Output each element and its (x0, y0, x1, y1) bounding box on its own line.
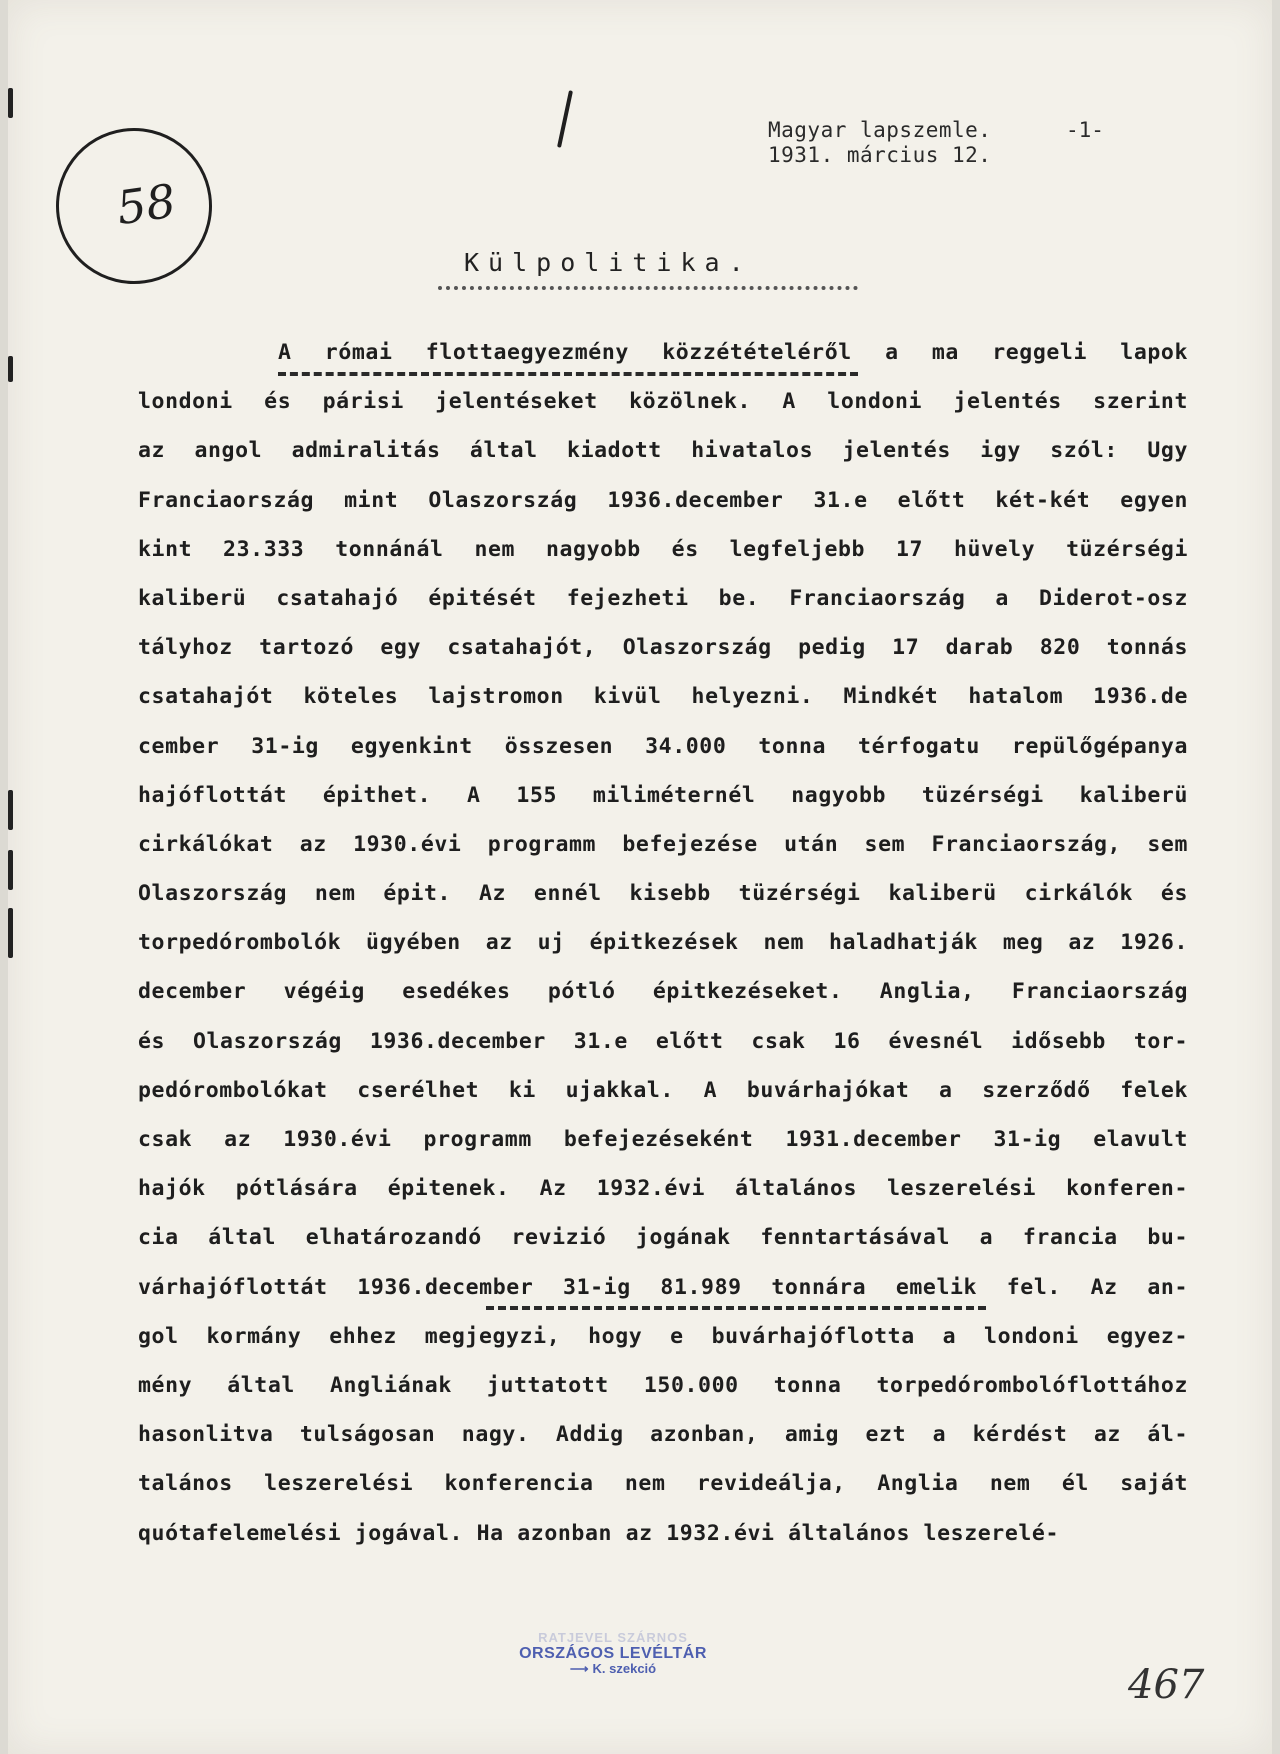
binding-mark (8, 908, 13, 958)
text-line: tályhoz tartozó egy csatahajót, Olaszország pedig 17 darab 820 tonnás (138, 635, 1188, 661)
text-line: A római flottaegyezmény közzétételéről a ma reggeli lapok (278, 340, 1188, 365)
stamp-section (508, 1661, 718, 1677)
folio-number: 58 (113, 173, 179, 236)
text-line: gol kormány ehhez megjegyzi, hogy e buvárhajóflotta a londoni egyez- (138, 1323, 1188, 1349)
text-line: hajók pótlására épitenek. Az 1932.évi általános leszerelési konferen- (138, 1176, 1188, 1202)
text-line: Franciaország mint Olaszország 1936.december 31.e előtt két-két egyen (138, 487, 1188, 513)
publication-date: 1931. március 12. (768, 143, 992, 167)
publication-name: Magyar lapszemle. (768, 118, 992, 142)
handwritten-slash-mark (557, 90, 573, 148)
title-underline (438, 286, 858, 290)
text-line: cia által elhatározandó revizió jogának fenntartásával a francia bu- (138, 1225, 1188, 1251)
text-line: cember 31-ig egyenkint összesen 34.000 tonna térfogatu repülőgépanya (138, 733, 1188, 759)
stamp-faint-text: RATJEVEL SZÁRNOS (538, 1630, 688, 1645)
body-text (138, 328, 1188, 1558)
binding-mark (8, 88, 13, 118)
stamp-arrow-icon: ⟶ (569, 1661, 589, 1676)
text-line: talános leszerelési konferencia nem revideálja, Anglia nem él saját (138, 1471, 1188, 1497)
text-line: pedórombolókat cserélhet ki ujakkal. A buvárhajókat a szerződő felek (138, 1077, 1188, 1103)
text-line: kaliberü csatahajó épitését fejezheti be. Franciaország a Diderot-osz (138, 585, 1188, 611)
text-line: várhajóflottát 1936.december 31-ig 81.989 tonnára emelik fel. Az an- (138, 1274, 1188, 1300)
handwritten-page-number: 467 (1128, 1662, 1205, 1708)
text-line: torpedórombolók ügyében az uj épitkezések nem haladhatják meg az 1926. (138, 930, 1188, 956)
binding-mark (8, 790, 13, 830)
text-line: csatahajót köteles lajstromon kivül helyezni. Mindkét hatalom 1936.de (138, 684, 1188, 710)
text-line: csak az 1930.évi programm befejezéseként 1931.december 31-ig elavult (138, 1127, 1188, 1152)
folio-circle (46, 118, 222, 294)
text-line: hasonlitva tulságosan nagy. Addig azonban, amig ezt a kérdést az ál- (138, 1422, 1188, 1448)
section-title: Külpolitika. (464, 248, 753, 277)
text-line: az angol admiralitás által kiadott hivatalos jelentés igy szól: Ugy (138, 438, 1188, 464)
document-sheet (8, 0, 1272, 1754)
text-line: londoni és párisi jelentéseket közölnek. A londoni jelentés szerint (138, 389, 1188, 415)
text-line: december végéig esedékes pótló épitkezéseket. Anglia, Franciaország (138, 979, 1188, 1005)
archive-stamp (508, 1630, 718, 1677)
stamp-section-label: K. szekció (592, 1661, 657, 1676)
stamp-archive-name: ORSZÁGOS LEVÉLTÁR (519, 1645, 707, 1662)
text-line: Olaszország nem épit. Az ennél kisebb tüzérségi kaliberü cirkálók és (138, 881, 1188, 907)
text-line: quótafelemelési jogával. Ha azonban az 1932.évi általános leszerelé- (138, 1520, 1059, 1546)
document-header (768, 118, 991, 168)
page-number: -1- (1066, 118, 1104, 142)
text-line: mény által Angliának juttatott 150.000 tonna torpedórombolóflottához (138, 1372, 1188, 1398)
text-line: cirkálókat az 1930.évi programm befejezése után sem Franciaország, sem (138, 831, 1188, 857)
text-line: kint 23.333 tonnánál nem nagyobb és legfeljebb 17 hüvely tüzérségi (138, 536, 1188, 562)
binding-mark (8, 850, 13, 890)
binding-mark (8, 356, 13, 382)
text-line: hajóflottát épithet. A 155 miliméternél nagyobb tüzérségi kaliberü (138, 782, 1188, 808)
text-line: és Olaszország 1936.december 31.e előtt csak 16 évesnél idősebb tor- (138, 1028, 1188, 1054)
